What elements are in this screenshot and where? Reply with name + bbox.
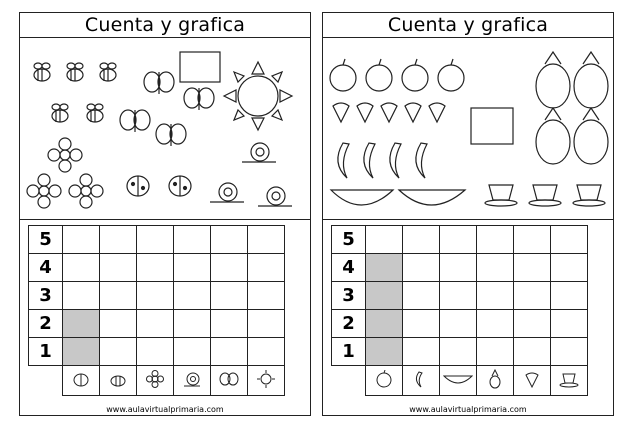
grid-cell[interactable]	[403, 310, 440, 338]
flower-icon	[69, 174, 103, 208]
grid-cell[interactable]	[248, 254, 285, 282]
grid-cell[interactable]	[248, 282, 285, 310]
grid-cell-filled[interactable]	[366, 338, 403, 366]
grid-cell[interactable]	[137, 226, 174, 254]
grid-cell[interactable]	[248, 310, 285, 338]
worksheet-right	[322, 12, 614, 416]
grid-cell[interactable]	[440, 254, 477, 282]
grid-cell[interactable]	[403, 226, 440, 254]
strawberry-icon	[514, 366, 551, 396]
grid-cell[interactable]	[137, 310, 174, 338]
scale-label: 4	[29, 254, 63, 282]
strawberry-icon	[357, 103, 373, 122]
grid-cell[interactable]	[551, 226, 588, 254]
snail-icon	[258, 187, 292, 206]
apple-icon	[330, 59, 356, 91]
icon-row	[29, 366, 285, 396]
pineapple-icon	[536, 52, 570, 108]
snail-icon	[174, 366, 211, 396]
grid-row	[332, 226, 588, 254]
grid-cell-filled[interactable]	[63, 338, 100, 366]
grid-cell[interactable]	[403, 338, 440, 366]
grid-cell[interactable]	[403, 254, 440, 282]
snail-icon	[242, 143, 276, 162]
scale-label: 3	[332, 282, 366, 310]
grid-cell[interactable]	[63, 282, 100, 310]
grid-cell[interactable]	[551, 254, 588, 282]
grid-cell[interactable]	[366, 226, 403, 254]
grid-cell[interactable]	[211, 254, 248, 282]
grid-cell[interactable]	[174, 338, 211, 366]
footer-url: www.aulavirtualprimaria.com	[409, 405, 527, 414]
grid-cell[interactable]	[514, 338, 551, 366]
grid-cell[interactable]	[551, 282, 588, 310]
worksheet-title: Cuenta y grafica	[20, 13, 310, 38]
ladybug-icon	[63, 366, 100, 396]
sun-icon	[224, 62, 292, 130]
grid-cell[interactable]	[63, 254, 100, 282]
cup-icon	[573, 185, 605, 206]
watermelon-icon	[331, 190, 393, 205]
grid-cell[interactable]	[100, 310, 137, 338]
butterfly-icon	[120, 110, 150, 132]
footer-url: www.aulavirtualprimaria.com	[106, 405, 224, 414]
cup-icon	[551, 366, 588, 396]
bee-icon	[100, 63, 116, 81]
strawberry-icon	[381, 103, 397, 122]
pineapple-icon	[574, 52, 608, 108]
grid-row	[332, 310, 588, 338]
grid-cell[interactable]	[403, 282, 440, 310]
flower-icon	[48, 138, 82, 172]
grid-row	[29, 282, 285, 310]
banana-icon	[364, 143, 375, 178]
scale-label: 2	[332, 310, 366, 338]
grid-cell[interactable]	[440, 338, 477, 366]
bar-graph-grid	[331, 225, 588, 396]
grid-cell[interactable]	[174, 310, 211, 338]
grid-cell[interactable]	[211, 338, 248, 366]
icon-row	[332, 366, 588, 396]
grid-row	[332, 254, 588, 282]
strawberry-icon	[405, 103, 421, 122]
picture-area	[20, 38, 310, 221]
divider	[323, 219, 613, 220]
grid-row	[29, 310, 285, 338]
butterfly-icon	[144, 72, 174, 94]
pineapple-icon	[477, 366, 514, 396]
bee-icon	[87, 104, 103, 122]
grid-cell[interactable]	[477, 310, 514, 338]
grid-cell[interactable]	[211, 310, 248, 338]
apple-icon	[438, 59, 464, 91]
watermelon-icon	[440, 366, 477, 396]
grid-cell[interactable]	[211, 282, 248, 310]
grid-cell[interactable]	[477, 254, 514, 282]
grid-cell[interactable]	[514, 310, 551, 338]
picture-area	[323, 38, 613, 221]
grid-row	[29, 226, 285, 254]
cup-icon	[485, 185, 517, 206]
worksheet-title: Cuenta y grafica	[323, 13, 613, 38]
grid-cell-filled[interactable]	[366, 310, 403, 338]
scale-label: 1	[332, 338, 366, 366]
grid-cell[interactable]	[440, 226, 477, 254]
ladybug-icon	[169, 176, 191, 196]
banana-icon	[416, 143, 427, 178]
bar-graph-grid	[28, 225, 285, 396]
watermelon-icon	[399, 190, 465, 205]
sun-icon	[248, 366, 285, 396]
grid-cell[interactable]	[440, 310, 477, 338]
grid-cell[interactable]	[477, 282, 514, 310]
grid-cell[interactable]	[211, 226, 248, 254]
scale-label: 3	[29, 282, 63, 310]
grid-cell[interactable]	[551, 310, 588, 338]
apple-icon	[366, 366, 403, 396]
divider	[20, 219, 310, 220]
scale-label: 5	[29, 226, 63, 254]
grid-cell[interactable]	[477, 226, 514, 254]
banana-icon	[338, 143, 349, 178]
butterfly-icon	[211, 366, 248, 396]
bee-icon	[34, 63, 50, 81]
grid-cell[interactable]	[63, 226, 100, 254]
grid-cell[interactable]	[174, 226, 211, 254]
pineapple-icon	[536, 108, 570, 164]
grid-cell[interactable]	[514, 226, 551, 254]
grid-cell[interactable]	[100, 282, 137, 310]
worksheet-left	[19, 12, 311, 416]
butterfly-icon	[184, 88, 214, 110]
grid-cell[interactable]	[514, 254, 551, 282]
snail-icon	[210, 183, 244, 202]
strawberry-icon	[429, 103, 445, 122]
butterfly-icon	[156, 124, 186, 146]
bee-icon	[67, 63, 83, 81]
grid-row	[29, 254, 285, 282]
bee-icon	[100, 366, 137, 396]
grid-cell[interactable]	[514, 282, 551, 310]
apple-icon	[402, 59, 428, 91]
grid-cell[interactable]	[137, 282, 174, 310]
pineapple-icon	[574, 108, 608, 164]
cup-icon	[529, 185, 561, 206]
scale-label: 5	[332, 226, 366, 254]
bee-icon	[52, 104, 68, 122]
grid-cell[interactable]	[137, 338, 174, 366]
scale-label: 2	[29, 310, 63, 338]
grid-cell-filled[interactable]	[63, 310, 100, 338]
ladybug-icon	[127, 176, 149, 196]
grid-cell[interactable]	[477, 338, 514, 366]
grid-cell[interactable]	[100, 338, 137, 366]
grid-cell[interactable]	[174, 282, 211, 310]
grid-cell[interactable]	[100, 254, 137, 282]
grid-cell[interactable]	[248, 338, 285, 366]
grid-cell[interactable]	[551, 338, 588, 366]
grid-cell[interactable]	[174, 254, 211, 282]
apple-icon	[366, 59, 392, 91]
grid-row	[332, 282, 588, 310]
banana-icon	[390, 143, 401, 178]
grid-cell[interactable]	[440, 282, 477, 310]
strawberry-icon	[333, 103, 349, 122]
grid-cell[interactable]	[100, 226, 137, 254]
banana-icon	[403, 366, 440, 396]
grid-row	[332, 338, 588, 366]
grid-row	[29, 338, 285, 366]
grid-cell[interactable]	[137, 254, 174, 282]
grid-cell[interactable]	[248, 226, 285, 254]
flower-icon	[27, 174, 61, 208]
grid-cell-filled[interactable]	[366, 282, 403, 310]
flower-icon	[137, 366, 174, 396]
scale-label: 4	[332, 254, 366, 282]
grid-cell-filled[interactable]	[366, 254, 403, 282]
scale-label: 1	[29, 338, 63, 366]
